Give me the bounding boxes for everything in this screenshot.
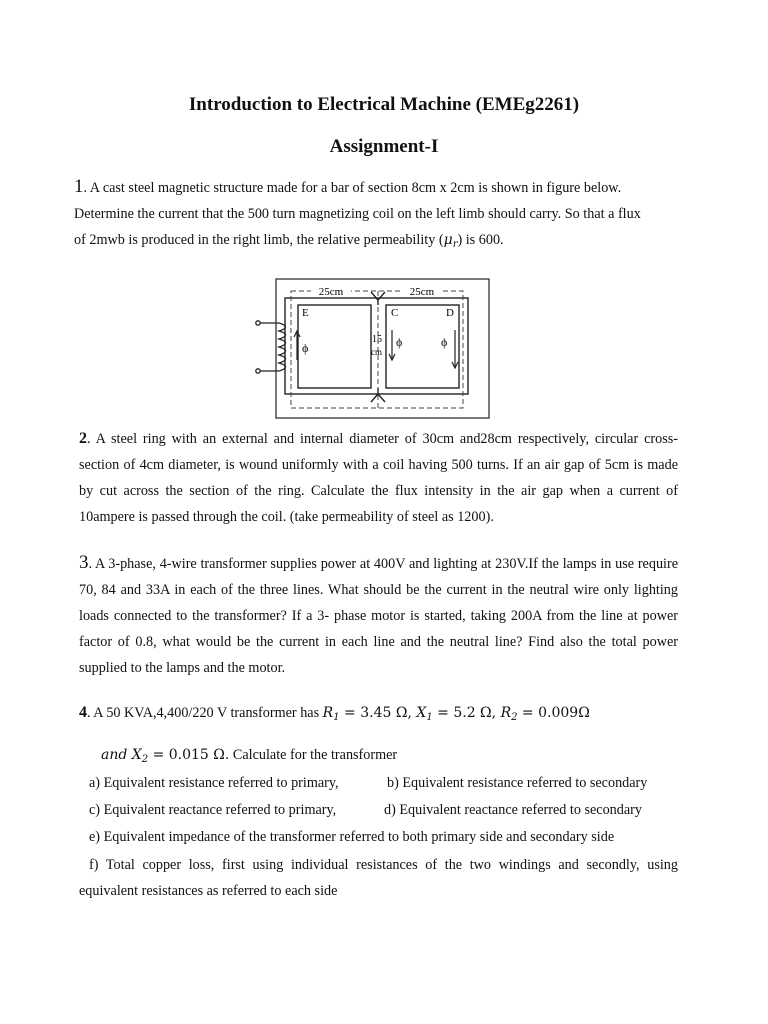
question-4-x2-line: and $X_2 = 0.015$ Ω. Calculate for the transformer bbox=[101, 747, 398, 765]
dimension-right: 25cm bbox=[409, 286, 435, 298]
question-3-text: . A 3-phase, 4-wire transformer supplies power at 400V and lighting at 230V.If the lamps in use require 70, 84 and 33A in each of the three lines. What should be the current in the neutral wire only lighting loads connected to the transformer? If a 3- phase motor is started, taking 200A from the line at power factor of 0.8, what would be the current in each line and the neutral line? Find also the total power supplied to the lamps and the motor. bbox=[79, 556, 678, 676]
label-e: E bbox=[302, 307, 309, 319]
question-3-number: 3 bbox=[79, 552, 89, 573]
flux-symbol-center: ϕ bbox=[396, 335, 403, 349]
gap-length-unit: cm bbox=[371, 347, 382, 357]
dimension-left: 25cm bbox=[318, 286, 344, 298]
item-d: d) Equivalent reactance referred to secondary bbox=[384, 802, 642, 818]
r1-value: $R_1 = 3.45$ Ω, $X_1 = 5.2$ Ω, $R_2 = 0.009\Omega$ bbox=[322, 705, 590, 723]
x2-value: and $X_2 = 0.015$ Ω. bbox=[101, 747, 230, 765]
question-3 bbox=[79, 550, 678, 681]
assignment-subtitle: Assignment-I bbox=[329, 136, 439, 157]
flux-symbol-left: ϕ bbox=[302, 341, 309, 355]
question-2-number: 2 bbox=[79, 430, 87, 447]
item-f-line-1: f) Total copper loss, first using individual resistances of the two windings and secondly, using bbox=[89, 857, 678, 873]
question-1-number: 1 bbox=[74, 176, 84, 197]
item-e: e) Equivalent impedance of the transformer referred to both primary side and secondary side bbox=[89, 829, 615, 845]
item-b: b) Equivalent resistance referred to secondary bbox=[387, 775, 648, 791]
question-1 bbox=[74, 174, 680, 253]
question-4-intro: 4. A 50 KVA,4,400/220 V transformer has $R_1 = 3.45$ Ω, $X_1 = 5.2$ Ω, $R_2 = 0.009\Omega$ bbox=[79, 704, 590, 723]
question-2 bbox=[79, 426, 678, 530]
question-1-line-3: of 2mwb is produced in the right limb, the relative permeability $(\mu_r)$ is 600. bbox=[74, 232, 504, 250]
magnetizing-coil bbox=[256, 321, 286, 373]
question-1-line-2: Determine the current that the 500 turn magnetizing coil on the left limb should carry. So that a flux bbox=[74, 206, 641, 222]
item-c: c) Equivalent reactance referred to primary, bbox=[89, 802, 337, 818]
core-window-left bbox=[298, 305, 371, 388]
mu-symbol: $\mu_r$ bbox=[443, 232, 458, 250]
question-1-line-1: 1. A cast steel magnetic structure made for a bar of section 8cm x 2cm is shown in figure below. bbox=[74, 176, 622, 197]
document-title: Introduction to Electrical Machine (EMEg2261) bbox=[188, 94, 580, 115]
flux-symbol-right: ϕ bbox=[441, 335, 448, 349]
magnetic-circuit-figure bbox=[255, 278, 491, 420]
item-a: a) Equivalent resistance referred to primary, bbox=[89, 775, 339, 791]
label-d: D bbox=[446, 307, 454, 319]
gap-length-value: 15 bbox=[372, 334, 382, 345]
label-c: C bbox=[391, 307, 399, 319]
question-2-text: . A steel ring with an external and internal diameter of 30cm and28cm respectively, circular cross-section of 4cm diameter, is wound uniformly with a coil having 500 turns. If an air gap of 5cm is made by cut across the section of the ring. Calculate the flux intensity in the air gap when a current of 10ampere is passed through the coil. (take permeability of steel as 1200). bbox=[79, 431, 678, 525]
item-f-line-2: equivalent resistances as referred to each side bbox=[79, 883, 338, 899]
question-4-number: 4 bbox=[79, 704, 87, 721]
